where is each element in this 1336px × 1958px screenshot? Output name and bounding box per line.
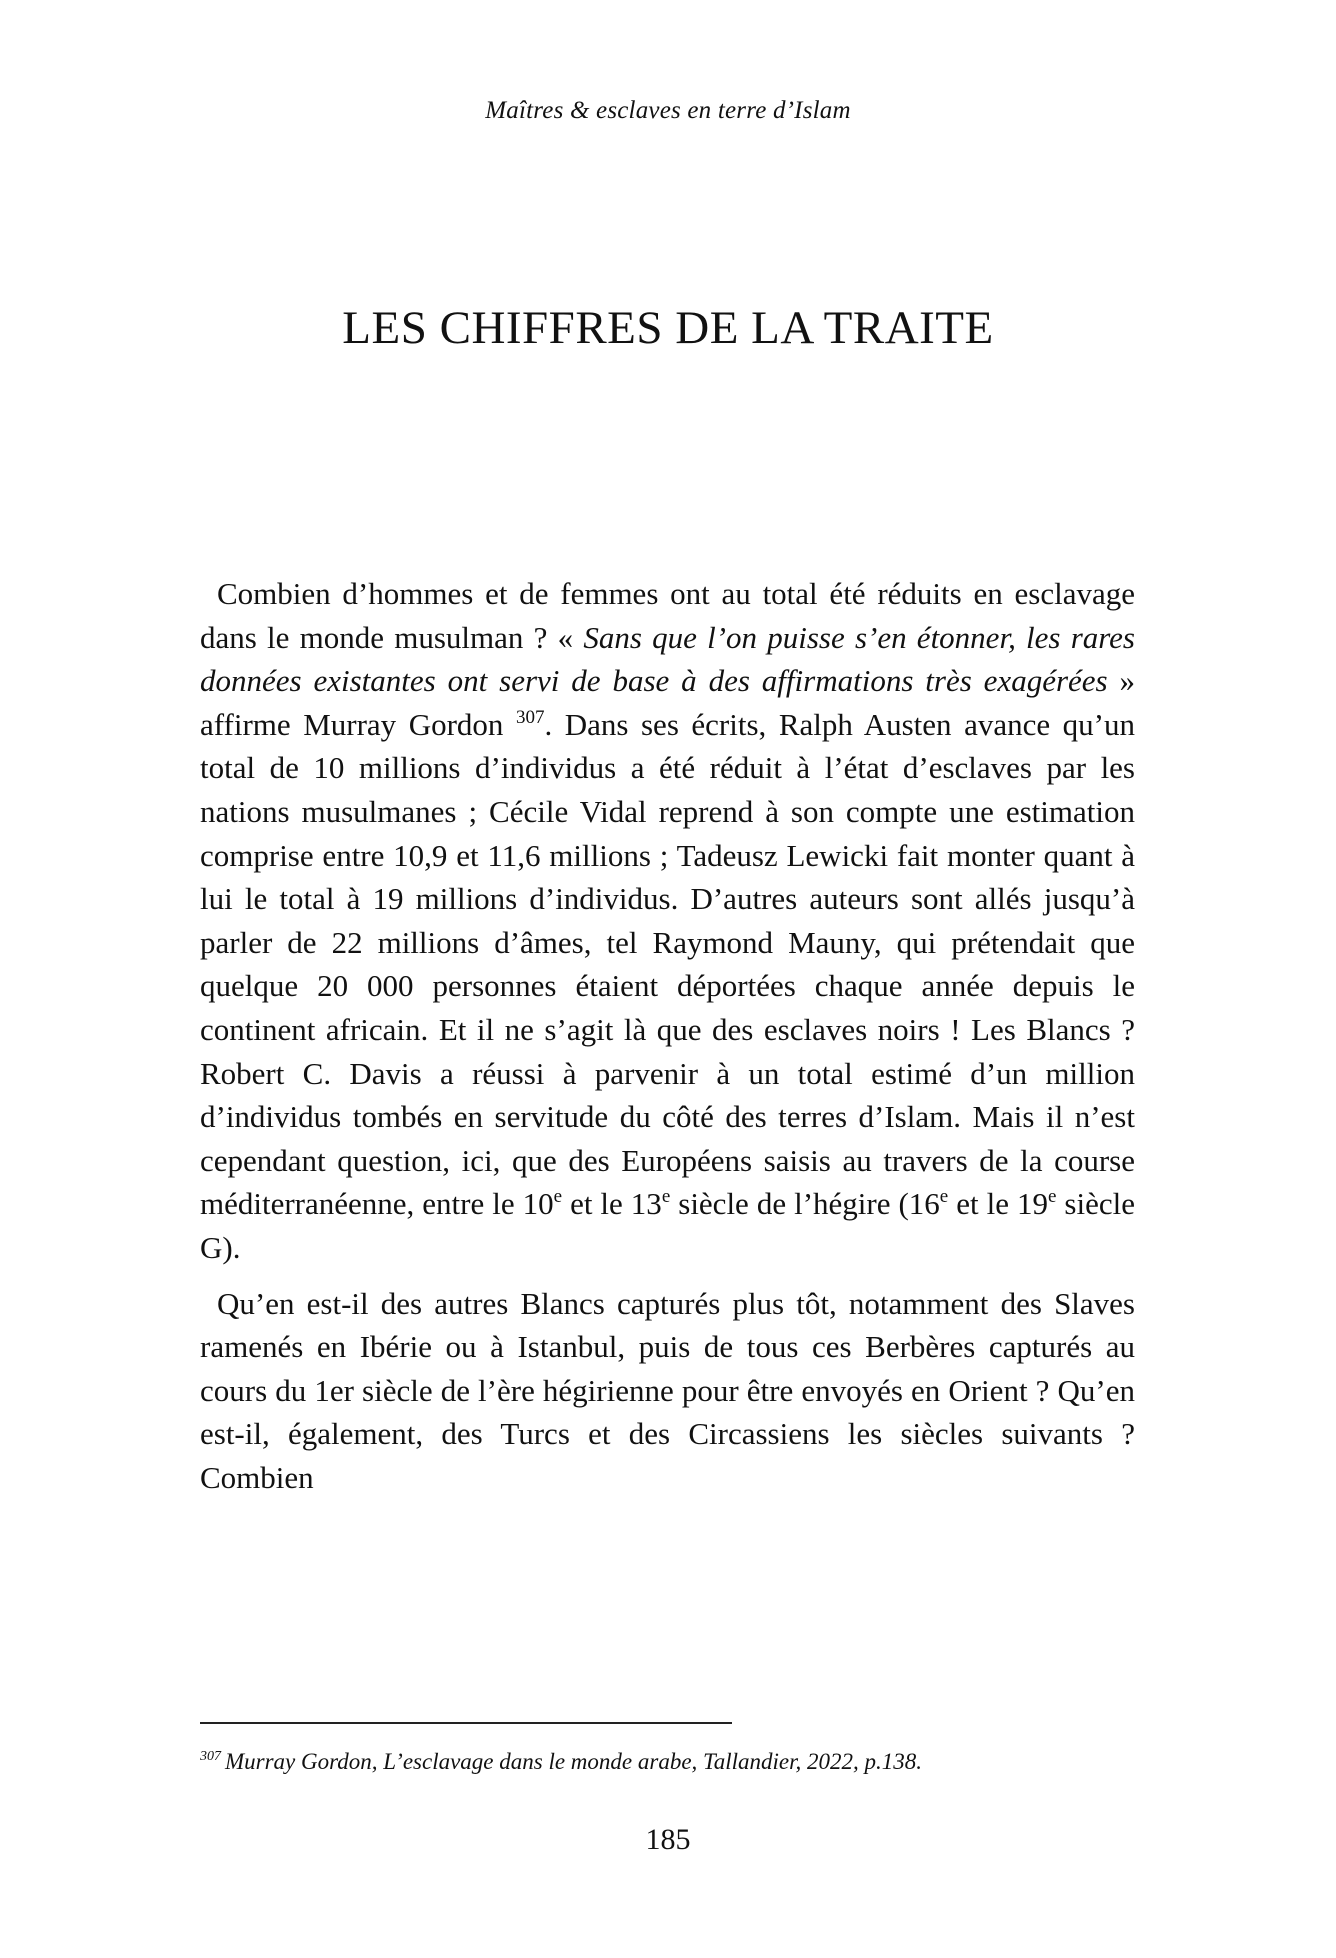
text-segment: Combien d’hommes et de femmes ont au total été réduits en esclavage dans le monde musulman ? « — [200, 576, 1135, 655]
running-header: Maîtres & esclaves en terre d’Islam — [485, 97, 851, 124]
body-text — [200, 572, 1135, 1511]
footnote-number: 307 — [200, 1749, 221, 1764]
footnote-separator — [200, 1722, 732, 1724]
text-segment: . Dans ses écrits, Ralph Austen avance qu’un total de 10 millions d’individus a été réduit à l’état d’esclaves par les nations musulmanes ; Cécile Vidal reprend à son compte une estimation comprise entre 10,9 et 11,6 millions ; Tadeusz Lewicki fait monter quant à lui le total à 19 millions d’individus. D’autres auteurs sont allés jusqu’à parler de 22 millions d’âmes, tel Raymond Mauny, qui prétendait que quelque 20 000 personnes étaient déportées chaque année depuis le continent africain. Et il ne s’agit là que des esclaves noirs ! Les Blancs ? Robert C. Davis a réussi à parvenir à un total estimé d’un million d’individus tombés en servitude du côté des terres d’Islam. Mais il n’est cependant question, ici, que des Européens saisis au travers de la course méditerranéenne, entre le 10 — [200, 706, 1135, 1222]
ordinal-superscript: e — [1047, 1186, 1057, 1208]
quotation-italic: Sans que l’on puisse s’en étonner, les rares données existantes ont servi de base à des affirmations très exagérées — [200, 619, 1135, 699]
text-segment: et le 19 — [948, 1186, 1048, 1222]
text-segment: et le 13 — [562, 1186, 662, 1222]
paragraph-2 — [200, 1282, 1135, 1500]
text-segment: » affirme Murray Gordon — [200, 663, 1136, 742]
text-segment: Qu’en est-il des autres Blancs capturés plus tôt, notamment des Slaves ramenés en Ibérie ou à Istanbul, puis de tous ces Berbères capturés au cours du 1er siècle de l’ère hégirienne pour être envoyés en Orient ? Qu’en est-il, également, des Turcs et des Circassiens les siècles suivants ? Combien — [200, 1285, 1135, 1495]
ordinal-superscript: e — [661, 1186, 671, 1208]
text-segment: siècle de l’hégire (16 — [670, 1186, 940, 1222]
page-number: 185 — [645, 1823, 691, 1856]
paragraph-1 — [200, 572, 1135, 1270]
chapter-title: LES CHIFFRES DE LA TRAITE — [342, 302, 994, 354]
ordinal-superscript: e — [939, 1186, 949, 1208]
footnote-307 — [200, 1747, 1135, 1777]
footnote-reference[interactable]: 307 — [515, 706, 545, 728]
ordinal-superscript: e — [553, 1186, 563, 1208]
text-segment: siècle G). — [200, 1186, 1135, 1265]
footnote-text: Murray Gordon, L’esclavage dans le monde arabe, Tallandier, 2022, p.138. — [225, 1749, 922, 1774]
